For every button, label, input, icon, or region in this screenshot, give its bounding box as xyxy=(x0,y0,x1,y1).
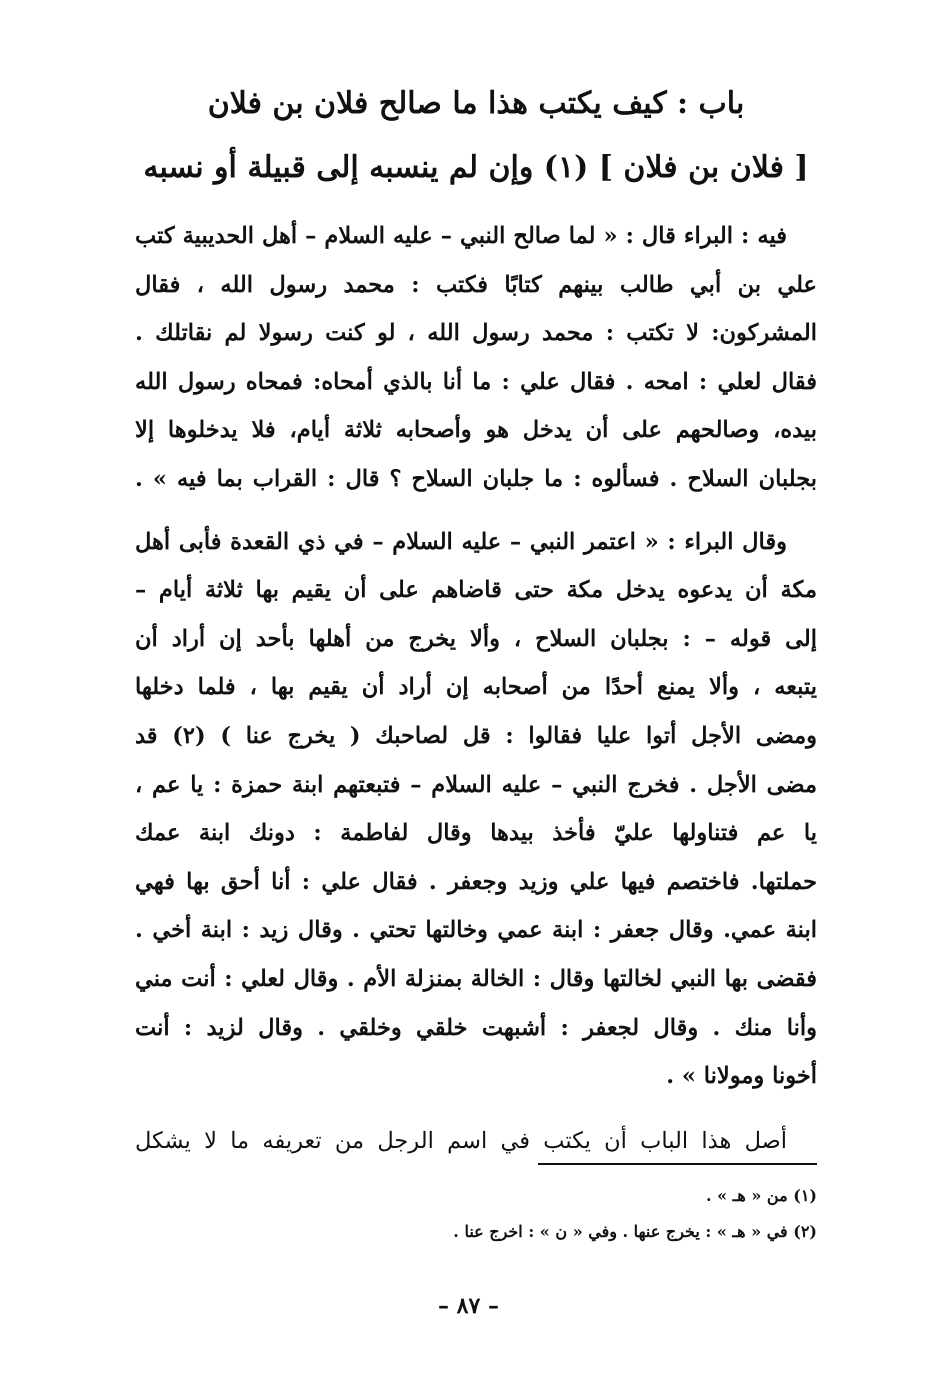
paragraph-1-line: فيه : البراء قال : « لما صالح النبي – عليه السلام – أهل الحديبية كتب xyxy=(135,223,787,249)
paragraph-1-line: فقال لعلي : امحه . فقال علي : ما أنا بالذي أمحاه: فمحاه رسول الله xyxy=(135,368,817,395)
footnote-divider xyxy=(538,1163,817,1165)
closing-line: أصل هذا الباب أن يكتب في اسم الرجل من تعريفه ما لا يشكل xyxy=(135,1127,787,1154)
page-number: – ٨٧ – xyxy=(438,1293,499,1319)
heading-line-1: باب : كيف يكتب هذا ما صالح فلان بن فلان xyxy=(207,86,745,121)
paragraph-2 xyxy=(135,518,817,1101)
paragraph-2-line: يا عم فتناولها عليّ فأخذ بيدها وقال لفاطمة : دونك ابنة عمك xyxy=(135,820,817,847)
body-text xyxy=(135,212,817,1163)
footnote-1: (١) من « هـ » . xyxy=(705,1186,817,1205)
paragraph-2-line: وقال البراء : « اعتمر النبي – عليه السلام – في ذي القعدة فأبى أهل xyxy=(135,528,787,555)
paragraph-1-line: بيده، وصالحهم على أن يدخل هو وأصحابه ثلاثة أيام، فلا يدخلوها إلا xyxy=(135,417,817,444)
paragraph-2-line: فقضى بها النبي لخالتها وقال : الخالة بمنزلة الأم . وقال لعلي : أنت مني xyxy=(135,965,817,992)
paragraph-2-line: وأنا منك . وقال لجعفر : أشبهت خلقي وخلقي . وقال لزيد : أنت xyxy=(135,1014,817,1041)
paragraph-2-line: ابنة عمي. وقال جعفر : ابنة عمي وخالتها تحتي . وقال زيد : ابنة أخي . xyxy=(135,917,817,944)
paragraph-1-line: علي بن أبي طالب بينهم كتابًا فكتب : محمد رسول الله ، فقال xyxy=(135,271,817,298)
paragraph-2-line: مضى الأجل . فخرج النبي – عليه السلام – فتبعتهم ابنة حمزة : يا عم ، xyxy=(135,771,817,798)
paragraph-2-line: أخونا ومولانا » . xyxy=(666,1063,817,1090)
paragraph-1 xyxy=(135,212,817,504)
chapter-heading xyxy=(135,72,817,200)
paragraph-2-line: حملتها. فاختصم فيها علي وزيد وجعفر . فقال علي : أنا أحق بها فهي xyxy=(135,868,817,895)
heading-line-2: [ فلان بن فلان ] (١) وإن لم ينسبه إلى قبيلة أو نسبه xyxy=(143,150,809,185)
paragraph-1-line: المشركون: لا تكتب : محمد رسول الله ، لو كنت رسولا لم نقاتلك . xyxy=(135,320,817,347)
footnote-2: (٢) في « هـ » : يخرج عنها . وفي « ن » : اخرج عنا . xyxy=(453,1222,817,1241)
paragraph-2-line: ومضى الأجل أتوا عليا فقالوا : قل لصاحبك ( يخرج عنا ) (٢) قد xyxy=(135,722,818,749)
paragraph-2-line: يتبعه ، وألا يمنع أحدًا من أصحابه إن أراد أن يقيم بها ، فلما دخلها xyxy=(135,674,817,701)
footnotes xyxy=(330,1178,817,1250)
paragraph-2-line: إلى قوله – : بجلبان السلاح ، وألا يخرج من أهلها بأحد إن أراد أن xyxy=(135,625,817,652)
paragraph-1-line: بجلبان السلاح . فسألوه : ما جلبان السلاح ؟ قال : القراب بما فيه » . xyxy=(135,465,817,492)
paragraph-2-line: مكة أن يدعوه يدخل مكة حتى قاضاهم على أن يقيم بها ثلاثة أيام – xyxy=(135,577,817,604)
